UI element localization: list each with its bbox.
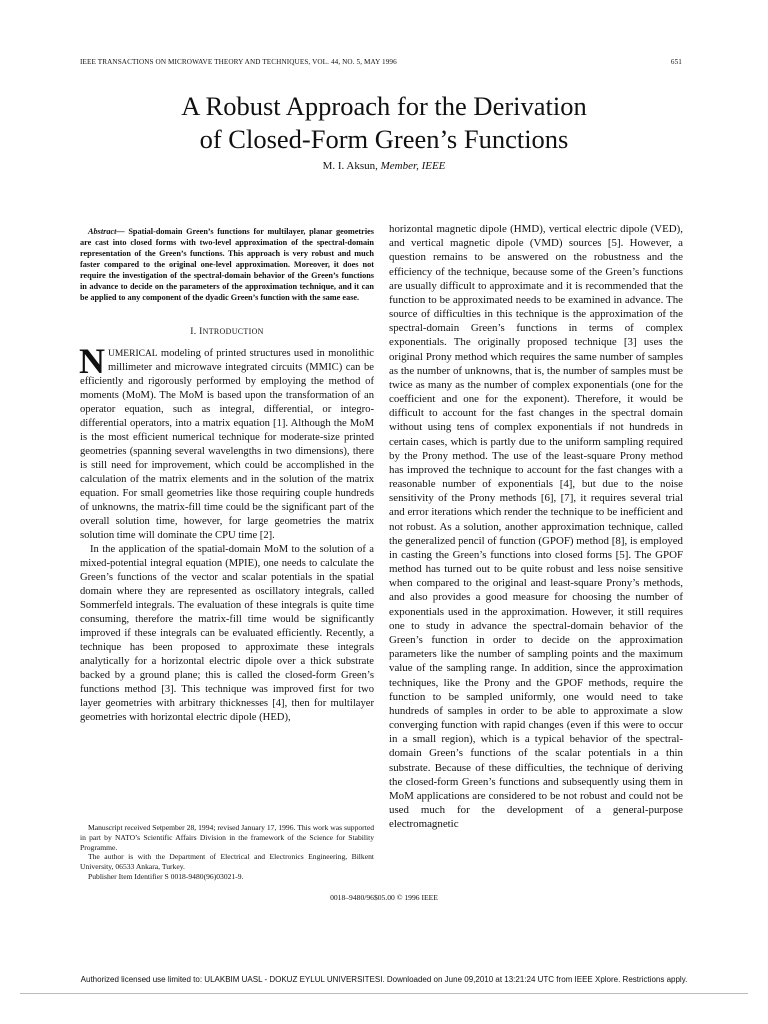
section-title-rest: NTRODUCTION (202, 327, 264, 336)
author-membership: Member, IEEE (380, 160, 446, 172)
paragraph-1-text: modeling of printed structures used in monolithic millimeter and microwave integrated circuits (MMIC) can be efficiently and rigorously performed by employing the method of moments (MoM). The MoM is based upon the transformation of an operator equation, such as integral, differential, or integro-differential operators, into a matrix equation [1]. Although the MoM is the most efficient numerical technique for moderate-size printed geometries (spanning several wavelengths in two dimensions), there is still need for improvement, which could be accomplished in the calculation of the matrix elements and in the solution of the matrix equation. For small geometries like those requiring couple hundreds of unknowns, the matrix-fill time could be the significant part of the overall solution time, however, for large geometries the matrix solution time will dominate the CPU time [2]. (80, 348, 374, 541)
author-name: M. I. Aksun, (322, 160, 378, 172)
footnote-affiliation: The author is with the Department of Electrical and Electronics Engineering, Bilkent University, 06533 Ankara, Turkey. (80, 852, 374, 872)
section-title-initial: I (199, 326, 203, 337)
copyright-line: 0018–9480/96$05.00 © 1996 IEEE (330, 893, 438, 902)
intro-paragraph-1 (79, 341, 374, 543)
drop-cap-word: UMERICAL (108, 349, 158, 359)
author-line (0, 160, 768, 172)
running-header (80, 58, 682, 66)
paper-title (0, 90, 768, 156)
footnotes (80, 823, 374, 882)
journal-info: IEEE TRANSACTIONS ON MICROWAVE THEORY AND TECHNIQUES, VOL. 44, NO. 5, MAY 1996 (80, 58, 397, 66)
page-number: 651 (670, 58, 682, 66)
drop-cap: N (79, 341, 105, 381)
title-line-2: of Closed-Form Green’s Functions (199, 124, 569, 154)
section-number: I. (190, 326, 197, 337)
intro-paragraph-2: In the application of the spatial-domain MoM to the solution of a mixed-potential integral equation (MPIE), one needs to calculate the Green’s functions of the vector and scalar potentials in the spatial domain where they are represented as oscillatory integrals, called Sommerfeld integrals. The evaluation of these integrals is quite time consuming, therefore the matrix-fill time would be significantly improved if these integrals can be evaluated efficiently. Recently, a technique has been proposed to approximate these integrals analytically for a horizontal electric dipole over a thick substrate backed by a ground plane; this is called the closed-form Green’s functions method [3]. This technique was improved first for two layer geometries with arbitrary thicknesses [4], then for multilayer geometries with horizontal electric dipole (HED), (80, 544, 374, 723)
footnote-received: Manuscript received Setpember 28, 1994; revised January 17, 1996. This work was supported in part by NATO’s Scientific Affairs Division in the framework of the Science for Stability Programme. (80, 823, 374, 852)
right-column (389, 222, 683, 831)
title-line-1: A Robust Approach for the Derivation (181, 91, 587, 121)
right-column-text: horizontal magnetic dipole (HMD), vertical electric dipole (VED), and vertical magnetic dipole (VMD) sources [5]. However, a question remains to be answered on the robustness and the efficiency of the technique, because some of the Green’s functions are usually difficult to approximate and it is recommended that the function to be approximated needs to be examined in advance. The source of difficulties in this technique is the approximation of the spectral-domain Green’s functions in terms of complex exponentials. The originally proposed technique [3] uses the original Prony method which requires the same number of samples as the number of unknowns, that is, the number of samples must be twice as many as the number of complex exponentials (one for the coefficient and one for the exponent). Therefore, it would be difficult to account for the fast changes in the spectral domain without using tens of complex exponentials if not hundreds in certain cases, which is partly due to the uniform sampling required by the Prony method. The use of the least-square Prony method has improved the technique to account for the fast changes with a reasonable number of exponentials [4], but due to the noise sensitivity of the Prony methods [6], [7], it requires several trial and error iterations which render the technique to be inefficient and not robust. As a solution, another approximation technique, called the generalized pencil of function (GPOF) method [8], is employed in casting the Green’s functions into closed forms [5]. The GPOF method has turned out to be quite robust and less noise sensitive when compared to the original and least-square Prony’s methods, and also provides a good measure for choosing the number of exponentials used in the approximation. However, it still requires one to study in advance the spectral-domain behavior of the Green’s function in order to decide on the approximation parameters like the number of sampling points and the maximum value of the sampling range. In addition, since the approximation techniques, like the Prony and the GPOF methods, require the function to be sampled uniformly, one would need to take hundreds of samples in order to be able to approximate a slow converging function with rapid changes (even if this were to occur in a small region), which is a typical behavior of the spectral-domain Green’s functions of the scalar potentials in a thin substrate. Because of these difficulties, the technique of deriving the closed-form Green’s functions and subsequently using them in MoM applications are considered to be not robust and could not be used much for the development of a general-purpose electromagnetic (389, 223, 683, 831)
footer-divider (20, 993, 748, 994)
abstract-text: Spatial-domain Green’s functions for multilayer, planar geometries are cast into closed forms with two-level approximation of the spectral-domain representation of the Green’s functions. This approach is very robust and much faster compared to the original one-level approximation. Moreover, it does not require the investigation of the spectral-domain behavior of the Green’s functions in advance to decide on the parameters of the approximation technique, and it can be applied to any component of the dyadic Green’s function with the same ease. (80, 227, 374, 302)
left-column (80, 222, 374, 725)
download-footer: Authorized licensed use limited to: ULAKBIM UASL - DOKUZ EYLUL UNIVERSITESI. Downloaded on June 09,2010 at 13:21:24 UTC from IEEE Xplore. Restrictions apply. (80, 975, 688, 984)
abstract-lead: Abstract— (88, 227, 125, 236)
abstract (80, 226, 374, 303)
footnote-identifier: Publisher Item Identifier S 0018-9480(96)03021-9. (88, 871, 244, 881)
section-heading (80, 325, 374, 339)
